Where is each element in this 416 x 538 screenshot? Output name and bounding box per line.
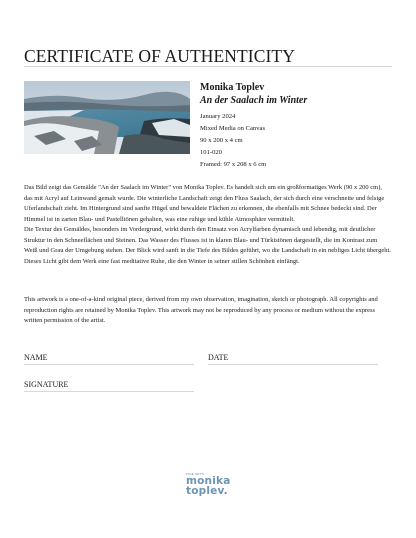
name-line: [24, 364, 194, 365]
artist-name: Monika Toplev: [200, 82, 265, 93]
logo-word-first: monika: [186, 475, 231, 487]
artwork-image: [24, 81, 190, 154]
date-label: DATE: [208, 353, 229, 362]
description-paragraph: Das Bild zeigt das Gemälde "An der Saalach im Winter" von Monika Toplev. Es handelt sich um ein großformatiges Werk (90 x 200 cm), das mit Acryl auf Leinwand gemalt wurde. Die winterliche Landschaft zeigt den Fluss Saalach, der sich durch eine verschneite und felsige Uferlandschaft zieht. Im Hintergrund sind sanfte Hügel und bewaldete Flächen zu erkennen, die ebenfalls mit Schnee bedeckt sind. Der Himmel ist in zarten Blau- und Pastelltönen gehalten, was eine ruhige und kühle Atmosphäre vermittelt.: [24, 184, 385, 223]
signature-label: SIGNATURE: [24, 380, 69, 389]
artwork-description: [24, 183, 392, 267]
artwork-medium: Mixed Media on Canvas: [200, 125, 266, 132]
copyright-statement: This artwork is a one-of-a-kind original piece, derived from my own observation, imagination, sketch or photograph. All copyrights and reproduction rights are retained by Monika Toplev. This artwork may not be reproduced by any process or medium without the express written permission of the artist.: [24, 296, 378, 324]
artist-logo: [184, 472, 232, 500]
title-divider: [24, 66, 392, 67]
artwork-framed-size: Framed: 97 x 208 x 6 cm: [200, 161, 267, 168]
artwork-date: January 2024: [200, 113, 236, 120]
logo-tagline: FINE ARTS: [186, 472, 205, 476]
artwork-details: [200, 82, 400, 171]
name-label: NAME: [24, 353, 48, 362]
signature-line: [24, 391, 194, 392]
date-line: [208, 364, 378, 365]
logo-word-last: toplev.: [186, 485, 228, 497]
certificate-title: CERTIFICATE OF AUTHENTICITY: [24, 46, 295, 66]
artwork-number: 101-020: [200, 149, 222, 156]
artwork-dimensions: 90 x 200 x 4 cm: [200, 137, 243, 144]
artwork-title: An der Saalach im Winter: [200, 95, 308, 106]
description-paragraph: Die Textur des Gemäldes, besonders im Vordergrund, wirkt durch den Einsatz von Acrylfarben dynamisch und lebendig, mit deutlicher Struktur in den Schneeflächen und Steinen. Das Wasser des Flusses ist in klaren Blau- und Türkistönen dargestellt, die im Kontrast zum Weiß und Grau der Umgebung stehen. Der Blick wird sanft in die Tiefe des Bildes geführt, wo die Landschaft in ein nebliges Licht übergeht. Dieses Licht gibt dem Werk eine fast meditative Ruhe, die den Winter in seiner stillen Schönheit einfängt.: [24, 226, 391, 265]
